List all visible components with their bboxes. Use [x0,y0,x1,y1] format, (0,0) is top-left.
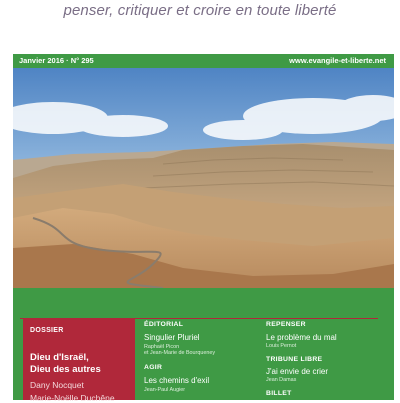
tribune-title[interactable]: J'ai envie de crier [266,367,328,376]
dossier-box[interactable] [23,318,135,403]
dossier-label: DOSSIER [30,327,64,334]
magazine-tagline: penser, critiquer et croire en toute liberté [63,2,337,19]
section-editorial: ÉDITORIAL [144,321,184,328]
dossier-author-1: Dany Nocquet [30,380,84,390]
editorial-author-2: et Jean-Marie de Bourqueney [144,350,216,356]
issue-banner [13,54,394,68]
repenser-author: Louis Pernot [266,343,297,349]
cover-photo [13,68,394,288]
editorial-title[interactable]: Singulier Pluriel [144,333,200,342]
agir-author: Jean-Paul Augier [144,387,186,393]
repenser-title[interactable]: Le problème du mal [266,333,337,342]
dossier-title-line1: Dieu d'Israël, [30,352,89,363]
section-agir: AGIR [144,364,163,371]
dossier-title-line2: Dieu des autres [30,364,101,375]
editorial-author: Raphaël Picon [144,344,180,350]
issue-number: Janvier 2016 · N° 295 [19,56,94,65]
website-link[interactable]: www.evangile-et-liberte.net [289,56,386,65]
tribune-author: Jean Damas [266,377,297,383]
dossier-author-2: Marie-Noëlle Duchêne [30,393,115,403]
section-tribune-libre: TRIBUNE LIBRE [266,356,323,363]
section-repenser: REPENSER [266,321,306,328]
section-billet: BILLET [266,390,292,397]
agir-title[interactable]: Les chemins d'exil [144,376,210,385]
desert-canyon-photo [13,68,394,288]
